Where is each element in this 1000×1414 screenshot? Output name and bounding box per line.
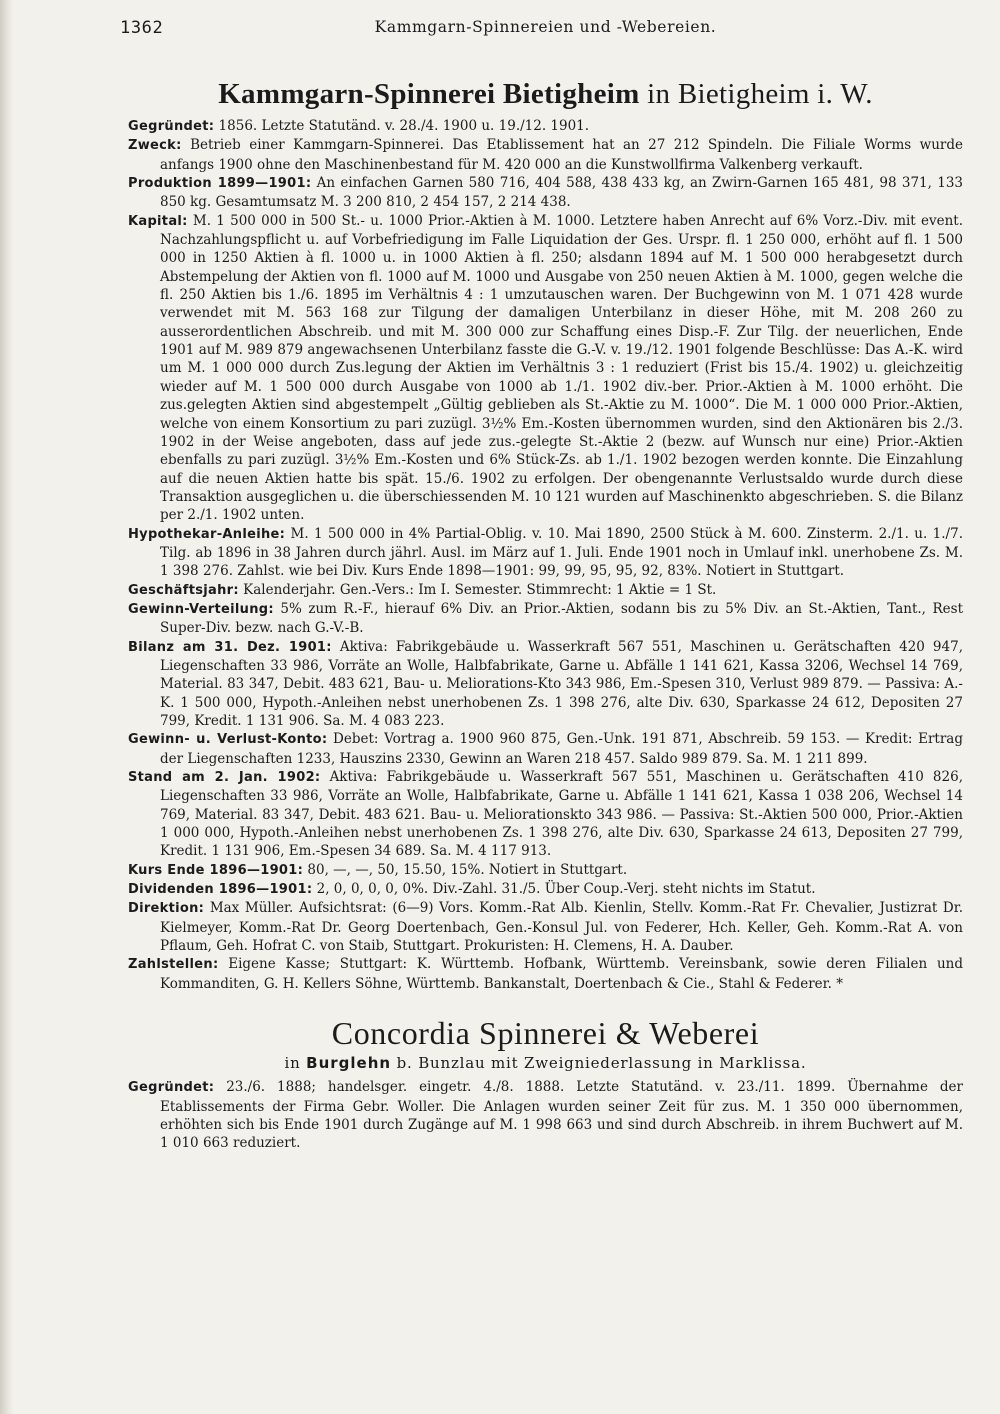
entry-text: Debet: Vortrag a. 1900 960 875, Gen.-Unk. 191 871, Abschreib. 59 153. — Kredit: Ertrag der Liegenschaften 1233, Hauszins 2330, Gewinn an Waren 218 457. Saldo 989 879. Sa. M. 1 211 899. [160, 731, 963, 767]
entry-label: Gewinn- u. Verlust-Konto: [128, 732, 328, 748]
entry-text: M. 1 500 000 in 4% Partial-Oblig. v. 10. Mai 1890, 2500 Stück à M. 600. Zinsterm. 2./1. u. 1./7. Tilg. ab 1896 in 38 Jahren durch jährl. Ausl. im März auf 1. Juli. Ende 1901 noch in Umlauf inkl. unerhobene Zs. M. 1 398 276. Zahlst. wie bei Div. Kurs Ende 1898—1901: 99, 99, 95, 95, 92, 83%. Notiert in Stuttgart. [160, 525, 963, 580]
entry [128, 525, 963, 581]
entry-text: Betrieb einer Kammgarn-Spinnerei. Das Etablissement hat an 27 212 Spindeln. Die Filiale Worms wurde anfangs 1900 ohne den Maschinenbestand für M. 420 000 an die Kunstwollfirma Valkenberg verkauft. [160, 137, 963, 173]
entry-text: Aktiva: Fabrikgebäude u. Wasserkraft 567 551, Maschinen u. Gerätschaften 420 947, Liegenschaften 33 986, Vorräte an Wolle, Halbfabrikate, Garne u. Abfälle 1 141 621, Kassa 3206, Wechsel 14 769, Material. 83 347, Debit. 483 621, Bau- u. Meliorations-Kto 343 986, Em.-Spesen 310, Verlust 989 879. — Passiva: A.-K. 1 500 000, Hypoth.-Anleihen nebst unerhobenen Zs. 1 398 276, alte Div. 630, Sparkasse 24 612, Depositen 27 799, Kredit. 1 131 906. Sa. M. 4 083 223. [160, 638, 963, 729]
entry-label: Kapital: [128, 213, 188, 229]
company-name: Kammgarn-Spinnerei Bietigheim [218, 78, 640, 110]
entry [128, 174, 963, 212]
entry-label: Gewinn-Verteilung: [128, 601, 274, 617]
entry-text: 23./6. 1888; handelsger. eingetr. 4./8. 1888. Letzte Statutänd. v. 23./11. 1899. Übernahme der Etablissements der Firma Gebr. Woller. Die Anlagen wurden seiner Zeit für zus. M. 1 350 000 übernommen, erhöhten sich bis Ende 1901 durch Zugänge auf M. 1 998 663 und sind durch Abschreib. in ihrem Buchwert auf M. 1 010 663 reduziert. [160, 1079, 963, 1152]
entry-label: Gegründet: [128, 1080, 215, 1096]
entry [128, 638, 963, 731]
entry [128, 1078, 963, 1152]
entry-text: Max Müller. Aufsichtsrat: (6—9) Vors. Komm.-Rat Alb. Kienlin, Stellv. Komm.-Rat Fr. Chevalier, Justizrat Dr. Kielmeyer, Komm.-Rat Dr. Georg Doertenbach, Gen.-Konsul Jul. von Federer, Hch. Keller, Geh. Komm.-Rat A. von Pflaum, Geh. Hofrat C. von Staib, Stuttgart. Prokuristen: H. Clemens, H. A. Dauber. [160, 900, 963, 955]
entry [128, 117, 963, 136]
entry-text: M. 1 500 000 in 500 St.- u. 1000 Prior.-Aktien à M. 1000. Letztere haben Anrecht auf 6% Vorz.-Div. mit event. Nachzahlungspflicht u. auf Vorbefriedigung im Falle Liquidation der Ges. Urspr. fl. 1 250 000, erhöht auf fl. 1 500 000 in 1250 Aktien à fl. 1000 u. in 1000 Aktien à fl. 250; alsdann 1894 auf M. 1 500 000 herabgesetzt durch Abstempelung der Aktien von fl. 1000 auf M. 1000 und Ausgabe von 250 neuen Aktien à M. 1000, gegen welche die fl. 250 Aktien bis 1./6. 1895 im Verhältnis 4 : 1 umzutauschen waren. Der Buchgewinn von M. 1 071 428 wurde verwendet mit M. 563 168 zur Tilgung der damaligen Unterbilanz in dieser Höhe, mit M. 208 260 zu ausserordentlichen Abschreib. und mit M. 300 000 zur Schaffung eines Disp.-F. Zur Tilg. der neuerlichen, Ende 1901 auf M. 989 879 angewachsenen Unterbilanz fasste die G.-V. v. 19./12. 1901 folgende Beschlüsse: Das A.-K. wird um M. 1 000 000 durch Zus.legung der Aktien im Verhältnis 3 : 1 reduziert (Frist bis 15./4. 1902) u. gleichzeitig wieder auf M. 1 500 000 durch Ausgabe von 1000 ab 1./1. 1902 div.-ber. Prior.-Aktien à M. 1000 erhöht. Die zus.gelegten Aktien sind abgestempelt „Gültig geblieben als St.-Aktie zu M. 1000“. Die M. 1 000 000 Prior.-Aktien, welche von einem Konsortium zu pari zuzügl. 3½% Em.-Kosten übernommen wurden, sind den Aktionären bis 2./3. 1902 in der Weise angeboten, dass auf jede zus.-gelegte St.-Aktie 2 (bezw. auf Wunsch nur eine) Prior.-Aktien ebenfalls zu pari zuzügl. 3½% Em.-Kosten und 6% Stück-Zs. ab 1./1. 1902 bezogen werden konnte. Die Einzahlung auf die neuen Aktien hatte bis spät. 15./6. 1902 zu erfolgen. Der obengenannte Verlustsaldo wurde durch diese Transaktion ausgeglichen u. die überschiessenden M. 10 121 wurden auf Maschinenkto abgeschrieben. S. die Bilanz per 2./1. 1902 unten. [160, 212, 964, 524]
company-place: in Bietigheim i. W. [647, 78, 873, 110]
company-entries [128, 117, 963, 993]
entry [128, 136, 963, 174]
company-heading [128, 78, 963, 111]
running-title: Kammgarn-Spinnereien und -Webereien. [374, 18, 717, 36]
company-subline [128, 1054, 963, 1072]
entry [128, 581, 963, 600]
entry-label: Kurs Ende 1896—1901: [128, 862, 304, 878]
subline-pre: in [284, 1054, 301, 1073]
entry [128, 955, 963, 993]
entry-label: Geschäftsjahr: [128, 582, 239, 598]
entry [128, 768, 963, 861]
company-heading-2: Concordia Spinnerei & Weberei [331, 1015, 760, 1052]
running-header [120, 18, 963, 42]
entry-label: Produktion 1899—1901: [128, 176, 312, 192]
entry-text: Aktiva: Fabrikgebäude u. Wasserkraft 567 551, Maschinen u. Gerätschaften 410 826, Liegenschaften 33 986, Vorräte an Wolle, Halbfabrikate, Garne u. Abfälle 1 141 621, Kassa 1 038 206, Wechsel 14 769, Material. 83 347, Debit. 483 621. Bau- u. Meliorationskto 343 986. — Passiva: St.-Aktien 500 000, Prior.-Aktien 1 000 000, Hypoth.-Anleihen nebst unerhobenen Zs. 1 398 276, alte Div. 630, Sparkasse 24 613, Depositen 27 799, Kredit. 1 131 906, Em.-Spesen 34 689. Sa. M. 4 117 913. [160, 769, 963, 860]
entry-text: 2, 0, 0, 0, 0, 0%. Div.-Zahl. 31./5. Über Coup.-Verj. steht nichts im Statut. [316, 881, 816, 898]
entry [128, 899, 963, 955]
entry-text: 5% zum R.-F., hierauf 6% Div. an Prior.-Aktien, sodann bis zu 5% Div. an St.-Aktien, Tant., Rest Super-Div. bezw. nach G.-V.-B. [160, 600, 963, 637]
entry [128, 730, 963, 768]
entry-text: Kalenderjahr. Gen.-Vers.: Im I. Semester. Stimmrecht: 1 Aktie = 1 St. [243, 581, 717, 598]
document-page [120, 18, 964, 1153]
company-entries-2 [128, 1078, 963, 1152]
book-binding-shadow [0, 0, 14, 1414]
entry-label: Direktion: [128, 901, 205, 917]
entry-label: Zweck: [128, 138, 182, 154]
entry [128, 212, 963, 525]
entry [128, 600, 963, 638]
entry [128, 880, 963, 899]
entry-label: Bilanz am 31. Dez. 1901: [128, 639, 332, 655]
entry-label: Dividenden 1896—1901: [128, 882, 313, 898]
entry-label: Hypothekar-Anleihe: [128, 526, 286, 542]
entry-label: Gegründet: [128, 119, 215, 134]
entry-text: 80, —, —, 50, 15.50, 15%. Notiert in Stuttgart. [307, 861, 628, 878]
entry-text: Eigene Kasse; Stuttgart: K. Württemb. Hofbank, Württemb. Vereinsbank, sowie deren Filialen und Kommanditen, G. H. Kellers Söhne, Württemb. Bankanstalt, Doertenbach & Cie., Stahl & Federer. * [160, 956, 963, 992]
subline-place: Burglehn [306, 1054, 392, 1073]
subline-post: b. Bunzlau mit Zweigniederlassung in Marklissa. [396, 1054, 807, 1073]
entry-label: Zahlstellen: [128, 957, 219, 973]
page-number: 1362 [120, 18, 164, 38]
entry [128, 861, 963, 880]
entry-text: An einfachen Garnen 580 716, 404 588, 438 433 kg, an Zwirn-Garnen 165 481, 98 371, 133 850 kg. Gesamtumsatz M. 3 200 810, 2 454 157, 2 214 438. [160, 175, 963, 211]
entry-label: Stand am 2. Jan. 1902: [128, 770, 321, 786]
entry-text: 1856. Letzte Statutänd. v. 28./4. 1900 u. 19./12. 1901. [218, 118, 590, 134]
